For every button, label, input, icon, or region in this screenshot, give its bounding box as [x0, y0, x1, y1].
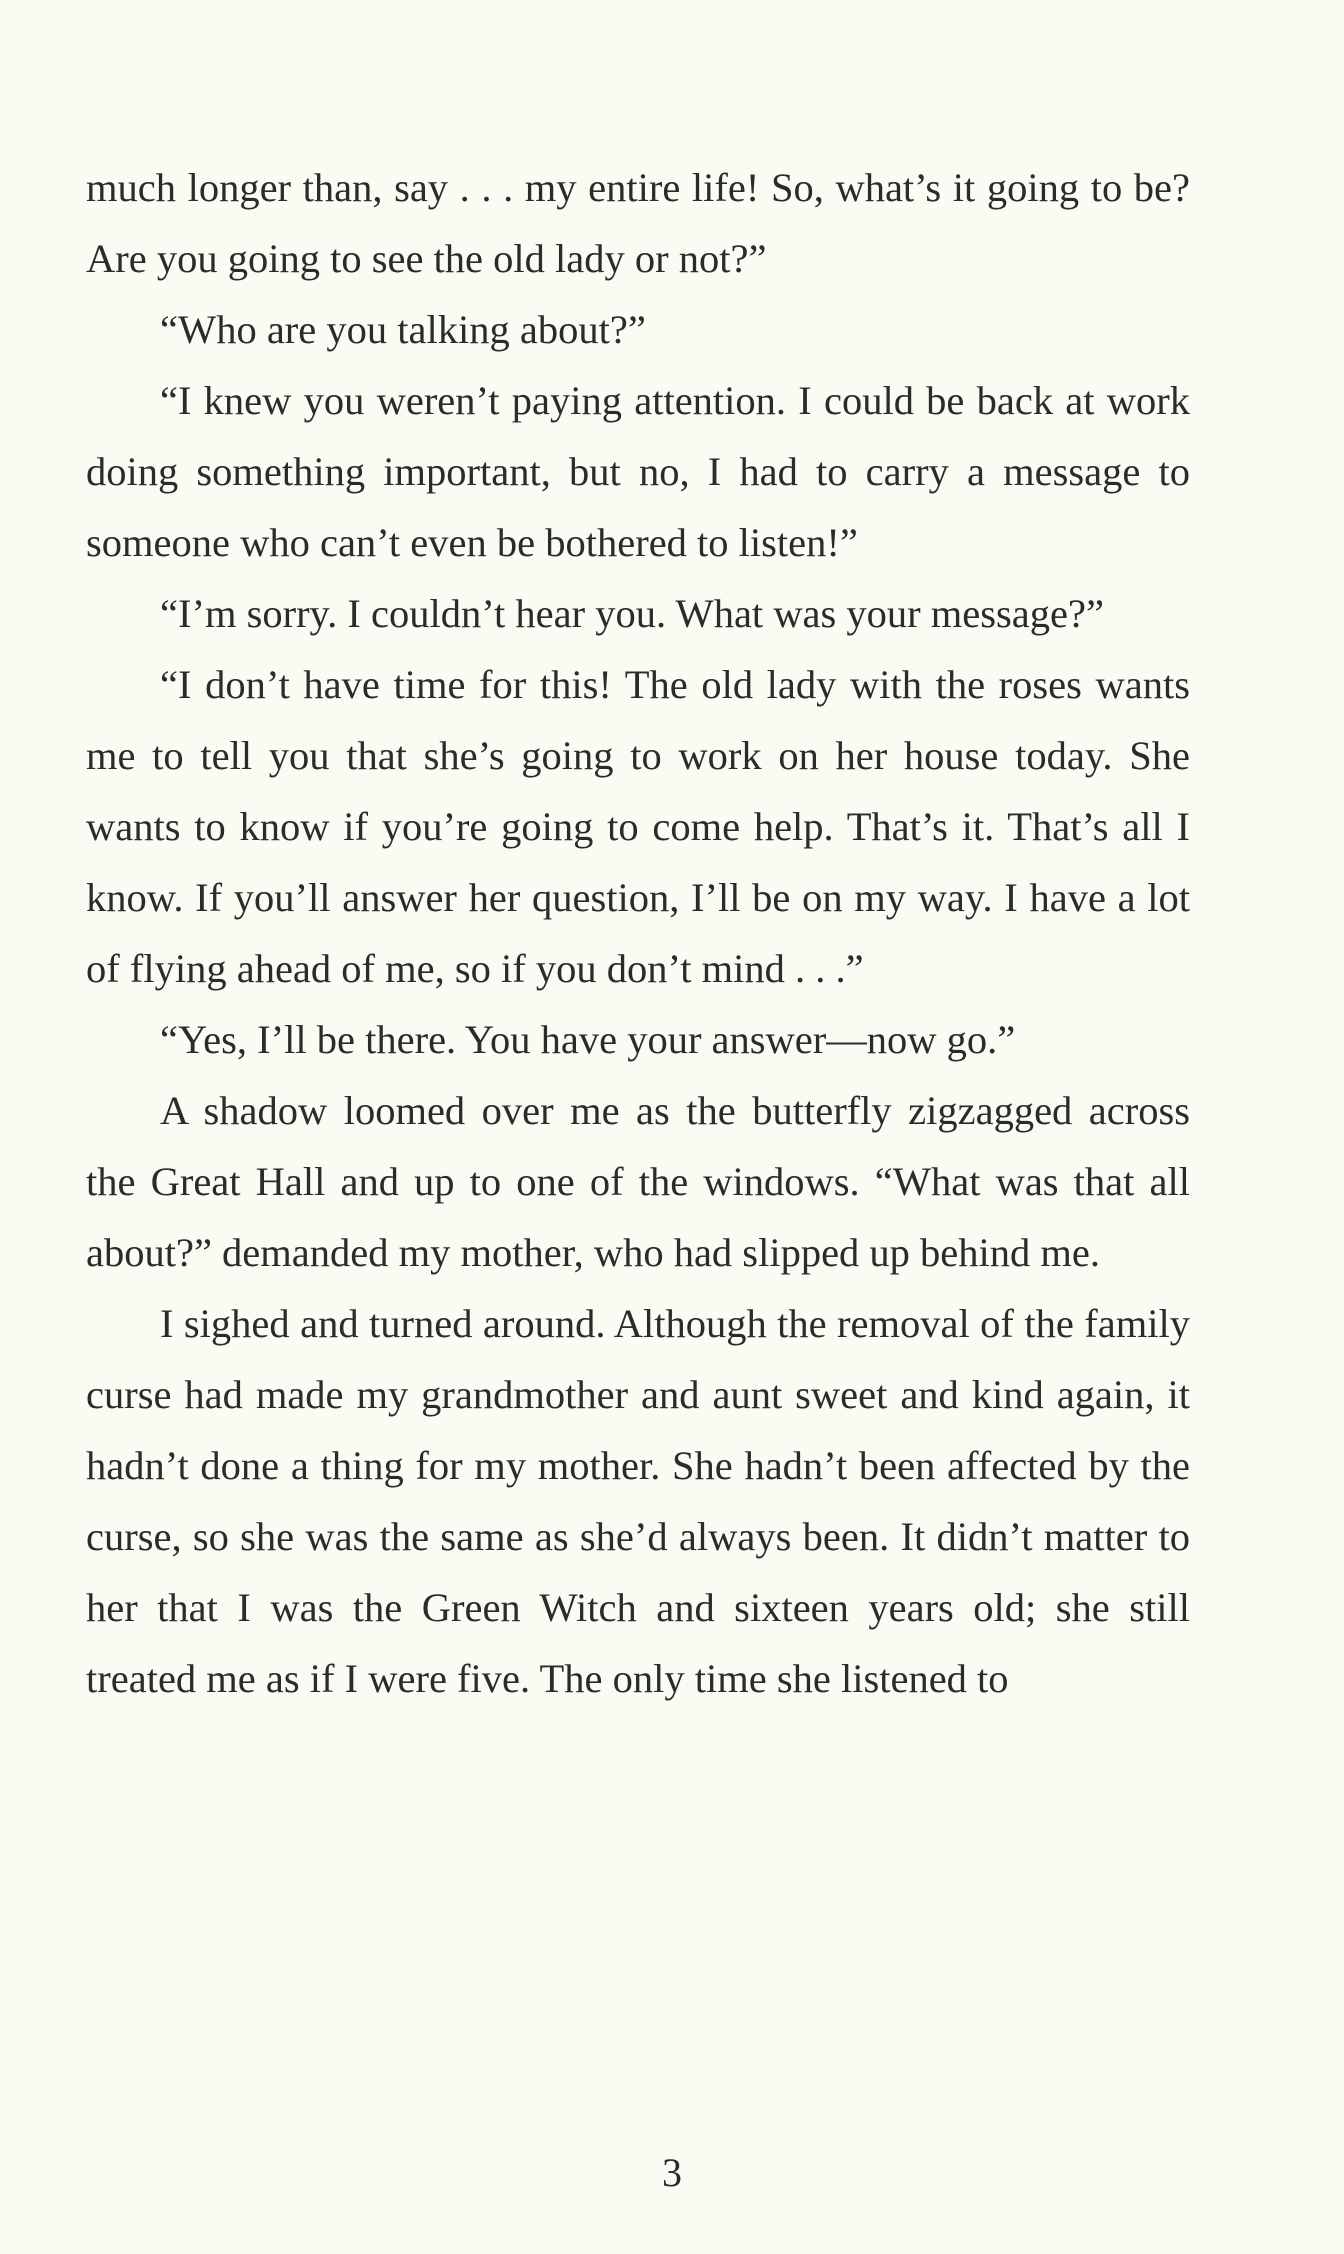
paragraph-3: “I knew you weren’t paying attention. I could be back at work doing something important, but no, I had to carry a message to someone who can’t even be bothered to listen!” — [86, 378, 1190, 565]
body-text — [86, 152, 1190, 1714]
paragraph-6: “Yes, I’ll be there. You have your answer—now go.” — [160, 1017, 1016, 1062]
paragraph-7: A shadow loomed over me as the butterfly zigzagged across the Great Hall and up to one of the windows. “What was that all about?” demanded my mother, who had slipped up behind me. — [86, 1088, 1190, 1275]
paragraph-2: “Who are you talking about?” — [160, 307, 646, 352]
paragraph-1: much longer than, say . . . my entire life! So, what’s it going to be? Are you going to see the old lady or not?” — [86, 165, 1190, 281]
paragraph-8: I sighed and turned around. Although the removal of the family curse had made my grandmother and aunt sweet and kind again, it hadn’t done a thing for my mother. She hadn’t been affected by the curse, so she was the same as she’d always been. It didn’t matter to her that I was the Green Witch and sixteen years old; she still treated me as if I were five. The only time she listened to — [86, 1301, 1190, 1701]
paragraph-5: “I don’t have time for this! The old lady with the roses wants me to tell you that she’s going to work on her house today. She wants to know if you’re going to come help. That’s it. That’s all I know. If you’ll answer her question, I’ll be on my way. I have a lot of flying ahead of me, so if you don’t mind . . .” — [86, 662, 1190, 991]
page-number: 3 — [662, 2150, 682, 2195]
paragraph-4: “I’m sorry. I couldn’t hear you. What was your message?” — [160, 591, 1104, 636]
